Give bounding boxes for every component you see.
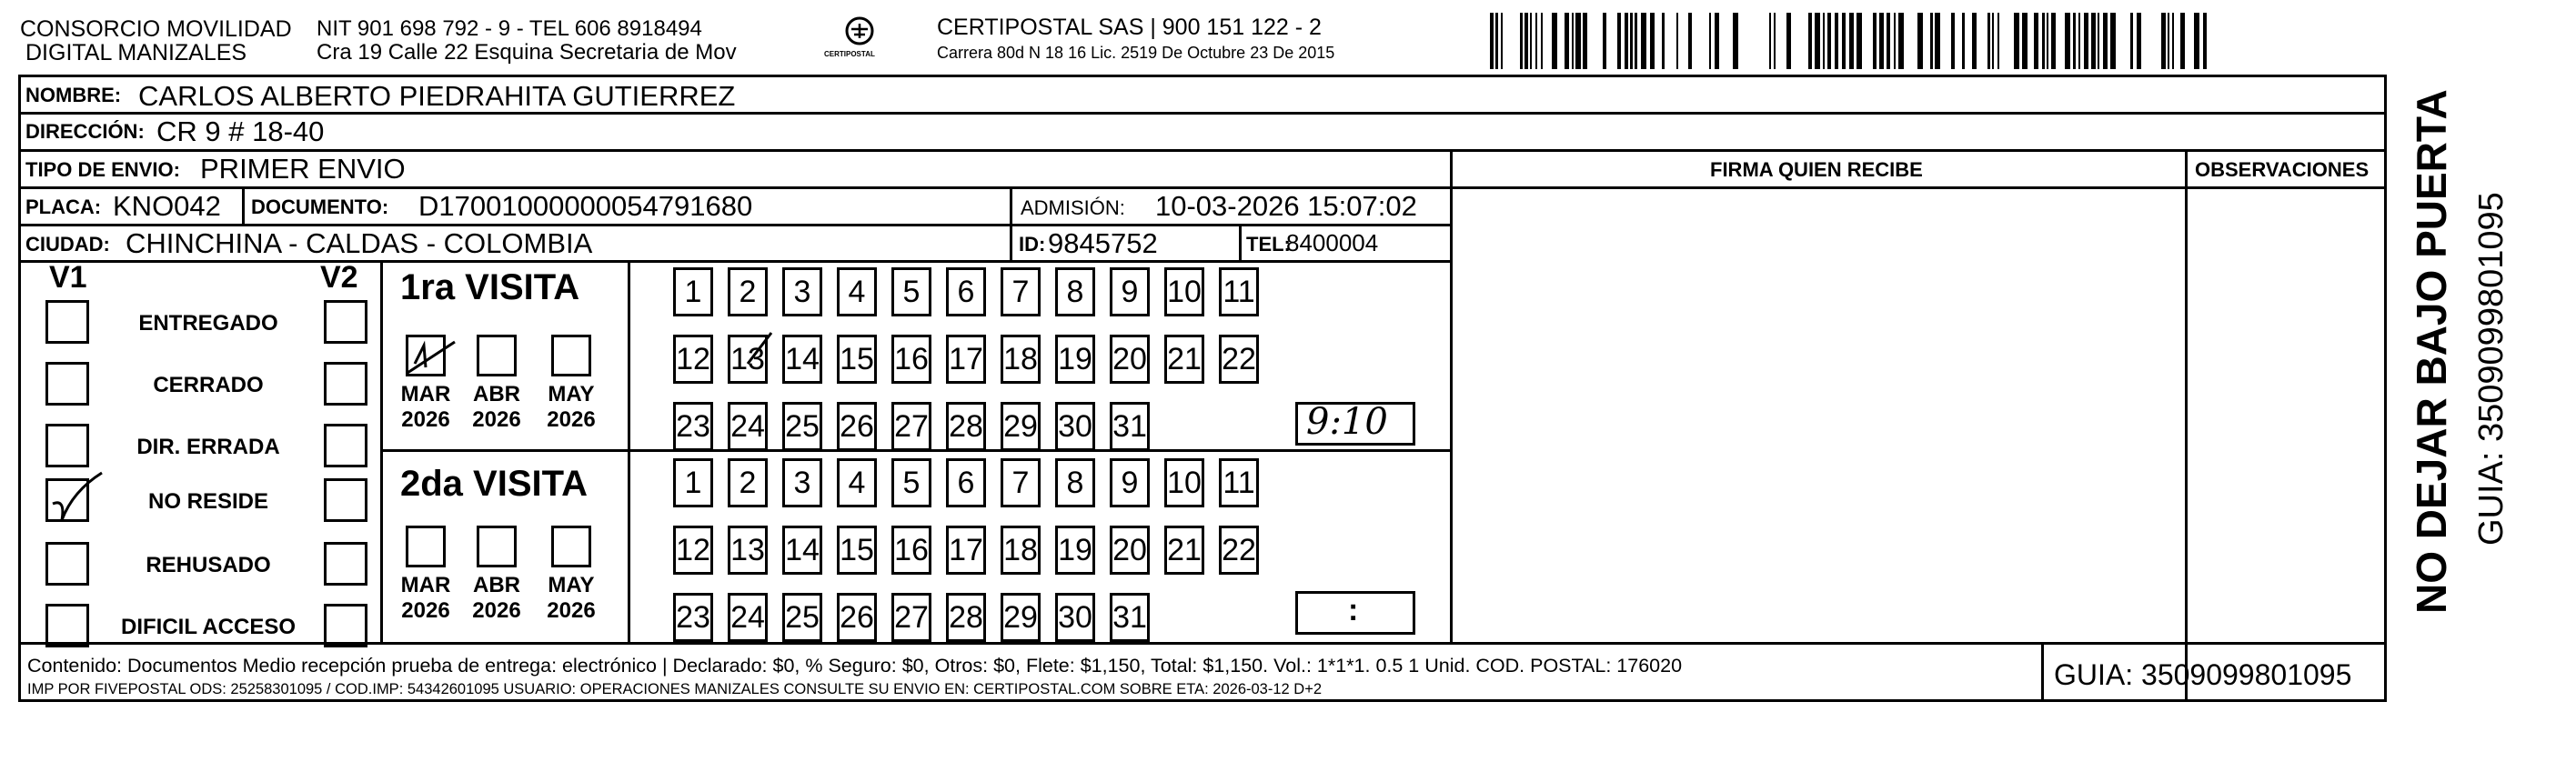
second-visit-day-4[interactable]: 4 xyxy=(837,458,877,507)
second-visit-day-16[interactable]: 16 xyxy=(891,526,931,575)
status-label-dificil-acceso: DIFICIL ACCESO xyxy=(120,615,296,639)
admision-label: ADMISIÓN: xyxy=(1021,196,1125,219)
second-visit-day-19[interactable]: 19 xyxy=(1055,526,1095,575)
first-visit-day-25[interactable]: 25 xyxy=(782,402,822,451)
direccion-value: CR 9 # 18-40 xyxy=(156,115,325,147)
second-visit-month-checkbox-mar[interactable] xyxy=(406,526,446,567)
month-name: ABR xyxy=(473,573,520,597)
second-visit-day-23[interactable]: 23 xyxy=(673,593,713,642)
month-year: 2026 xyxy=(547,597,596,623)
first-visit-day-23[interactable]: 23 xyxy=(673,402,713,451)
direccion-label: DIRECCIÓN: xyxy=(25,120,145,143)
first-visit-day-mark xyxy=(740,329,777,369)
barcode xyxy=(1490,13,2218,69)
first-visit-day-13[interactable]: 13 xyxy=(728,335,768,384)
second-visit-day-11[interactable]: 11 xyxy=(1219,458,1259,507)
first-visit-month-checkbox-abr[interactable] xyxy=(477,335,517,376)
second-visit-month-label-may xyxy=(535,573,608,623)
tel-label: TEL: xyxy=(1246,233,1291,256)
ciudad-label: CIUDAD: xyxy=(25,233,110,256)
v2-checkbox-entregado[interactable] xyxy=(324,300,367,344)
v1-checkbox-dir-errada[interactable] xyxy=(45,424,89,467)
company-line: CERTIPOSTAL SAS | 900 151 122 - 2 xyxy=(937,15,1322,40)
first-visit-day-29[interactable]: 29 xyxy=(1001,402,1041,451)
v2-checkbox-rehusado[interactable] xyxy=(324,542,367,586)
second-visit-day-10[interactable]: 10 xyxy=(1164,458,1204,507)
month-name: MAY xyxy=(548,573,595,597)
placa-divider xyxy=(242,186,245,224)
second-visit-day-1[interactable]: 1 xyxy=(673,458,713,507)
second-visit-day-22[interactable]: 22 xyxy=(1219,526,1259,575)
status-label-rehusado: REHUSADO xyxy=(146,553,271,577)
v1-checkbox-rehusado[interactable] xyxy=(45,542,89,586)
tel-divider xyxy=(1239,224,1242,263)
first-visit-day-3[interactable]: 3 xyxy=(782,267,822,316)
second-visit-day-29[interactable]: 29 xyxy=(1001,593,1041,642)
row-line xyxy=(18,149,2387,152)
admision-value: 10-03-2026 15:07:02 xyxy=(1155,190,1417,222)
second-visit-day-14[interactable]: 14 xyxy=(782,526,822,575)
documento-label: DOCUMENTO: xyxy=(251,196,389,218)
status-label-dir-errada: DIR. ERRADA xyxy=(136,435,280,459)
first-visit-day-15[interactable]: 15 xyxy=(837,335,877,384)
firma-header-line xyxy=(1450,186,2387,189)
certipostal-logo xyxy=(819,13,901,65)
second-visit-day-17[interactable]: 17 xyxy=(946,526,986,575)
month-name: ABR xyxy=(473,382,520,406)
first-visit-day-24[interactable]: 24 xyxy=(728,402,768,451)
first-visit-month-label-may xyxy=(535,382,608,432)
first-visit-day-1[interactable]: 1 xyxy=(673,267,713,316)
first-visit-day-6[interactable]: 6 xyxy=(946,267,986,316)
second-visit-day-28[interactable]: 28 xyxy=(946,593,986,642)
second-visit-day-18[interactable]: 18 xyxy=(1001,526,1041,575)
ciudad-value: CHINCHINA - CALDAS - COLOMBIA xyxy=(126,227,593,259)
second-visit-day-3[interactable]: 3 xyxy=(782,458,822,507)
first-visit-day-17[interactable]: 17 xyxy=(946,335,986,384)
org-name-line1: CONSORCIO MOVILIDAD xyxy=(20,16,292,42)
first-visit-day-22[interactable]: 22 xyxy=(1219,335,1259,384)
month-year: 2026 xyxy=(401,597,450,623)
month-year: 2026 xyxy=(401,406,450,432)
second-visit-month-label-abr xyxy=(460,573,533,623)
first-visit-day-11[interactable]: 11 xyxy=(1219,267,1259,316)
org-name-line2: DIGITAL MANIZALES xyxy=(25,40,247,65)
second-visit-title: 2da VISITA xyxy=(400,464,588,504)
id-value: 9845752 xyxy=(1048,227,1158,259)
first-visit-day-20[interactable]: 20 xyxy=(1110,335,1150,384)
first-visit-day-18[interactable]: 18 xyxy=(1001,335,1041,384)
footer-line1: Contenido: Documentos Medio recepción prueba de entrega: electrónico | Declarado: $0, % Seguro: $0, Otros: $0, Flete: $1,150, Total: $1,150. Vol.: 1*1*1. 0.5 1 Unid. COD. POSTAL: 176020 xyxy=(27,655,1683,677)
placa-label: PLACA: xyxy=(25,196,102,218)
second-visit-day-6[interactable]: 6 xyxy=(946,458,986,507)
id-label: ID: xyxy=(1019,233,1046,256)
placa-value: KNO042 xyxy=(113,190,221,222)
first-visit-month-mark xyxy=(402,327,466,382)
first-visit-day-12[interactable]: 12 xyxy=(673,335,713,384)
v2-checkbox-no-reside[interactable] xyxy=(324,478,367,522)
first-visit-day-16[interactable]: 16 xyxy=(891,335,931,384)
firma-label: FIRMA QUIEN RECIBE xyxy=(1710,158,1923,181)
v2-checkbox-dir-errada[interactable] xyxy=(324,424,367,467)
second-visit-day-30[interactable]: 30 xyxy=(1055,593,1095,642)
observaciones-label: OBSERVACIONES xyxy=(2195,158,2370,181)
second-visit-day-25[interactable]: 25 xyxy=(782,593,822,642)
first-visit-day-28[interactable]: 28 xyxy=(946,402,986,451)
footer-guia: GUIA: 3509099801095 xyxy=(2054,658,2352,691)
second-visit-day-2[interactable]: 2 xyxy=(728,458,768,507)
footer-line2: IMP POR FIVEPOSTAL ODS: 25258301095 / COD.IMP: 54342601095 USUARIO: OPERACIONES MANIZALES CONSULTE SU ENVIO EN: CERTIPOSTAL.COM SOBRE ETA: 2026-03-12 D+2 xyxy=(27,681,1323,697)
month-name: MAR xyxy=(400,573,451,597)
month-year: 2026 xyxy=(547,406,596,432)
v1-checkbox-entregado[interactable] xyxy=(45,300,89,344)
first-visit-day-26[interactable]: 26 xyxy=(837,402,877,451)
second-visit-day-13[interactable]: 13 xyxy=(728,526,768,575)
status-label-cerrado: CERRADO xyxy=(153,373,264,397)
status-label-no-reside: NO RESIDE xyxy=(147,489,269,514)
documento-value: D17001000000054791680 xyxy=(418,190,753,222)
admision-divider xyxy=(1010,186,1012,263)
footer-line xyxy=(18,642,2387,645)
nombre-value: CARLOS ALBERTO PIEDRAHITA GUTIERREZ xyxy=(138,80,736,112)
first-visit-day-5[interactable]: 5 xyxy=(891,267,931,316)
guia-divider xyxy=(2041,642,2044,702)
tipo-value: PRIMER ENVIO xyxy=(200,153,406,185)
second-visit-day-5[interactable]: 5 xyxy=(891,458,931,507)
first-visit-title: 1ra VISITA xyxy=(400,267,580,307)
second-visit-day-31[interactable]: 31 xyxy=(1110,593,1150,642)
second-visit-day-20[interactable]: 20 xyxy=(1110,526,1150,575)
first-visit-day-21[interactable]: 21 xyxy=(1164,335,1204,384)
second-visit-day-24[interactable]: 24 xyxy=(728,593,768,642)
first-visit-day-31[interactable]: 31 xyxy=(1110,402,1150,451)
row-line-3 xyxy=(18,224,1452,226)
first-visit-day-2[interactable]: 2 xyxy=(728,267,768,316)
first-visit-month-label-mar xyxy=(389,382,462,432)
first-visit-day-7[interactable]: 7 xyxy=(1001,267,1041,316)
obs-divider xyxy=(2185,149,2188,702)
first-visit-day-19[interactable]: 19 xyxy=(1055,335,1095,384)
month-year: 2026 xyxy=(472,406,521,432)
second-visit-day-21[interactable]: 21 xyxy=(1164,526,1204,575)
first-visit-time-value: 9:10 xyxy=(1306,401,1388,443)
row-line-2 xyxy=(18,186,1452,189)
first-visit-day-14[interactable]: 14 xyxy=(782,335,822,384)
second-visit-time-separator: : xyxy=(1348,593,1359,627)
status-label-entregado: ENTREGADO xyxy=(138,311,278,336)
logo-text: CERTIPOSTAL xyxy=(824,50,875,58)
v1-check-mark xyxy=(45,467,109,524)
nit-line: NIT 901 698 792 - 9 - TEL 606 8918494 xyxy=(317,16,702,41)
second-visit-day-15[interactable]: 15 xyxy=(837,526,877,575)
first-visit-day-27[interactable]: 27 xyxy=(891,402,931,451)
tipo-label: TIPO DE ENVIO: xyxy=(25,158,180,181)
first-visit-day-4[interactable]: 4 xyxy=(837,267,877,316)
direccion-row xyxy=(18,112,2387,152)
second-visit-day-12[interactable]: 12 xyxy=(673,526,713,575)
second-visit-day-8[interactable]: 8 xyxy=(1055,458,1095,507)
first-visit-day-30[interactable]: 30 xyxy=(1055,402,1095,451)
tel-value: 8400004 xyxy=(1286,229,1379,256)
v2-checkbox-dificil-acceso[interactable] xyxy=(324,604,367,647)
second-visit-month-label-mar xyxy=(389,573,462,623)
v1-checkbox-dificil-acceso[interactable] xyxy=(45,604,89,647)
v2-label: V2 xyxy=(320,260,358,295)
first-visit-month-label-abr xyxy=(460,382,533,432)
address-line: Cra 19 Calle 22 Esquina Secretaria de Mov xyxy=(317,40,737,65)
row-line-4 xyxy=(18,260,1452,263)
v1-label: V1 xyxy=(49,260,87,295)
month-name: MAY xyxy=(548,382,595,406)
nombre-label: NOMBRE: xyxy=(25,84,122,106)
license-line: Carrera 80d N 18 16 Lic. 2519 De Octubre 23 De 2015 xyxy=(937,44,1335,62)
second-visit-month-checkbox-may[interactable] xyxy=(551,526,591,567)
second-visit-day-7[interactable]: 7 xyxy=(1001,458,1041,507)
v1-checkbox-cerrado[interactable] xyxy=(45,362,89,406)
month-name: MAR xyxy=(400,382,451,406)
first-visit-month-checkbox-may[interactable] xyxy=(551,335,591,376)
first-visit-day-10[interactable]: 10 xyxy=(1164,267,1204,316)
v2-checkbox-cerrado[interactable] xyxy=(324,362,367,406)
second-visit-month-checkbox-abr[interactable] xyxy=(477,526,517,567)
month-year: 2026 xyxy=(472,597,521,623)
second-visit-day-26[interactable]: 26 xyxy=(837,593,877,642)
side-guia: GUIA: 3509099801095 xyxy=(2472,192,2511,546)
first-visit-day-9[interactable]: 9 xyxy=(1110,267,1150,316)
side-warning: NO DEJAR BAJO PUERTA xyxy=(2408,89,2455,614)
first-visit-day-8[interactable]: 8 xyxy=(1055,267,1095,316)
second-visit-day-9[interactable]: 9 xyxy=(1110,458,1150,507)
second-visit-day-27[interactable]: 27 xyxy=(891,593,931,642)
